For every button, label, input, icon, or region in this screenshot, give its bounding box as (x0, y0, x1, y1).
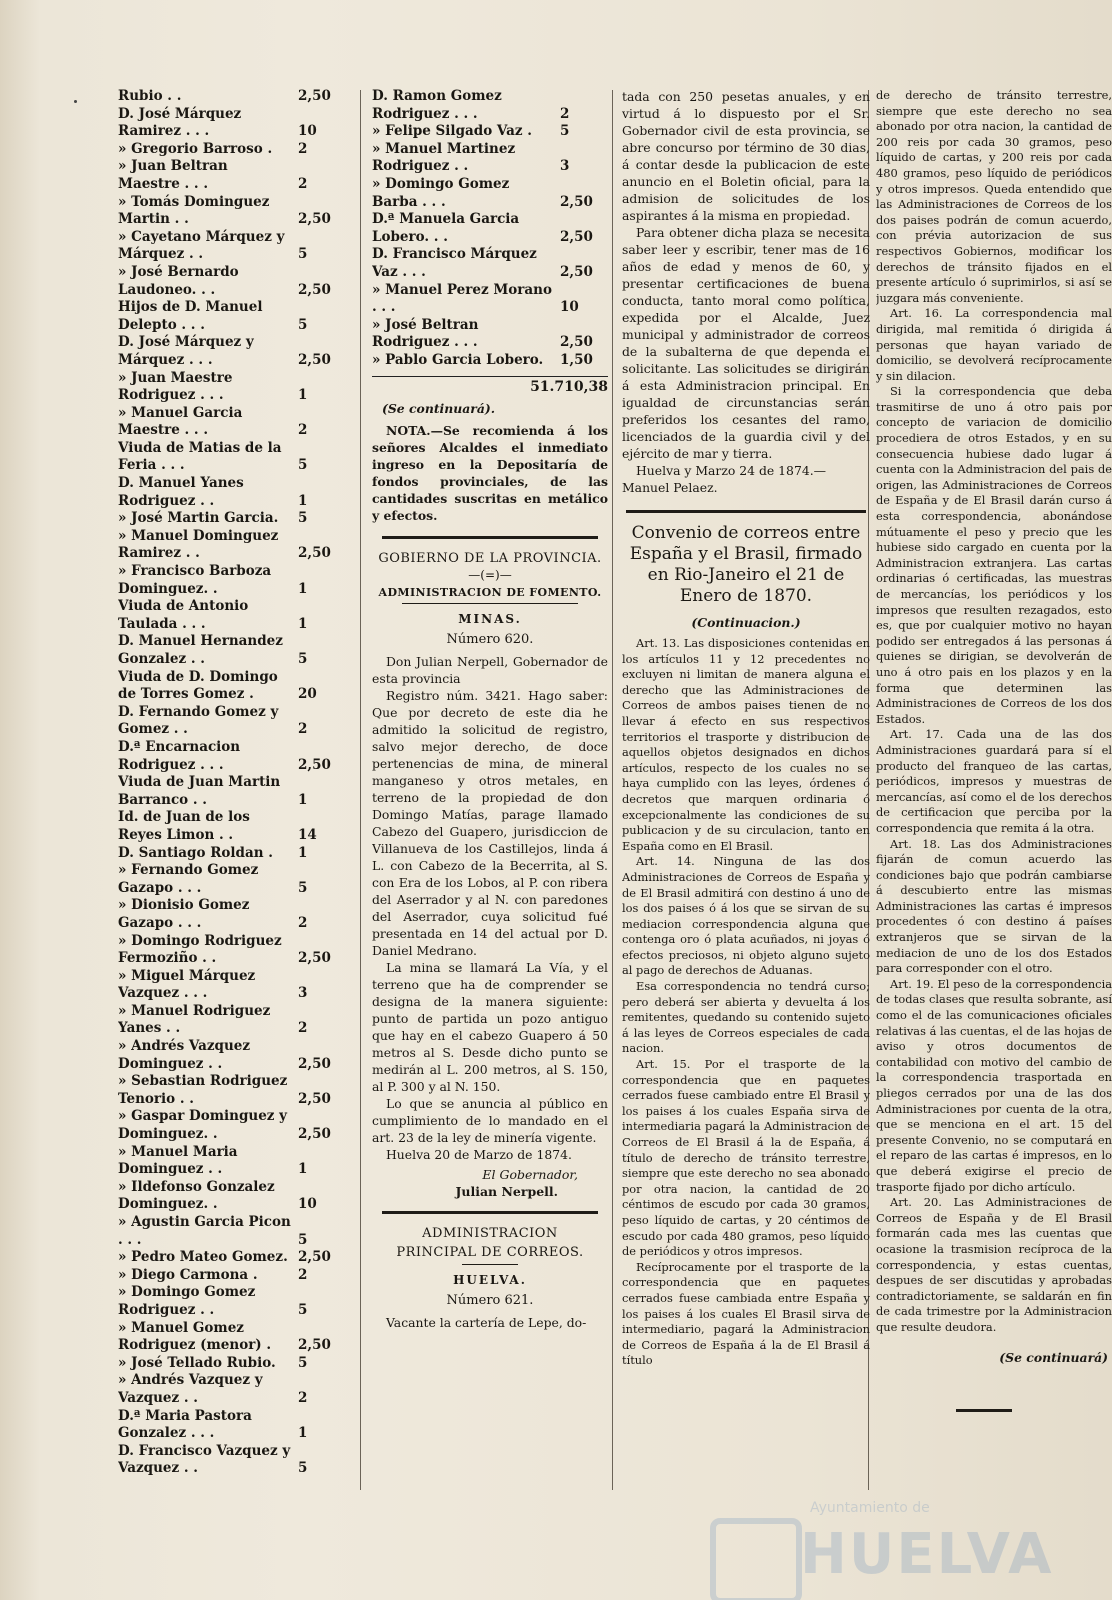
subscriber-name: Viuda de Antonio Taulada . . . (118, 598, 249, 632)
subscription-amount: 5 (298, 316, 308, 333)
subscriber-name: » Sebastian Rodriguez Tenorio . . (118, 1073, 288, 1107)
art-16: Art. 16. La correspondencia mal dirigida, mal remitida ó dirigida á personas que hayan variado de domicilio, se devolverá recíprocamente y sin dilacion. (876, 306, 1112, 383)
el-gobernador: El Gobernador, (482, 1166, 578, 1182)
subscription-amount: 20 (298, 686, 317, 703)
subscription-amount: 2 (298, 175, 308, 192)
subscriber-name: » Fernando Gomez Gazapo . . . (118, 862, 259, 896)
subscriber-row (118, 158, 346, 193)
subscriber-row (118, 1372, 346, 1407)
subscriber-name: » José Bernardo Laudoneo. . . (118, 263, 239, 298)
subscription-amount: 1 (298, 492, 308, 509)
subscription-amount: 2,50 (298, 756, 331, 773)
subscription-amount: 2,50 (298, 281, 331, 298)
don-julian-paragraph: Don Julian Nerpell, Gobernador de esta provincia (372, 653, 608, 686)
subscriber-row (118, 1249, 346, 1267)
subscriber-row (118, 933, 346, 968)
subscriber-name: » Manuel Rodriguez Yanes . . (118, 1002, 271, 1037)
subscription-amount: 1 (298, 387, 308, 404)
huelva-heading: HUELVA. (453, 1272, 527, 1287)
esa-paragraph: Esa correspondencia no tendrá curso; pero deberá ser abierta y devuelta á los remitentes, quedando su contenido sujeto á las leyes de Correos especiales de cada nacion. (622, 979, 870, 1056)
subscription-amount: 2,50 (560, 193, 593, 210)
subscriber-name: » Diego Carmona . (118, 1266, 258, 1283)
column-rule-1 (360, 90, 361, 1490)
subscriber-name: » Juan Maestre Rodriguez . . . (118, 369, 233, 404)
subscriber-row (372, 317, 608, 352)
subscription-amount: 5 (298, 457, 308, 474)
subscriber-name: » José Tellado Rubio. (118, 1354, 276, 1371)
subscription-amount: 2 (298, 1389, 308, 1406)
subscription-amount: 2,50 (298, 1249, 331, 1266)
subscriber-row (118, 669, 346, 704)
subscriber-row (118, 1179, 346, 1214)
subscriber-name: D. Santiago Roldan . (118, 844, 273, 861)
subscription-amount: 2,50 (560, 228, 593, 245)
subscriber-row (118, 528, 346, 563)
watermark-caption: Ayuntamiento de (810, 1500, 930, 1516)
subscriber-name: D. José Márquez y Márquez . . . (118, 334, 254, 368)
subscriber-row (118, 1214, 346, 1249)
subscription-amount: 10 (298, 123, 317, 140)
subscription-amount: 2,50 (298, 211, 331, 228)
subscriber-name: » Dionisio Gomez Gazapo . . . (118, 897, 250, 931)
subscriber-row (118, 334, 346, 369)
heading-ornament: —(=)— (468, 567, 512, 582)
convenio-title: Convenio de correos entre España y el Brasil, firmado en Rio-Janeiro el 21 de Enero de 1870. (629, 523, 863, 606)
subscriber-name: Rubio . . (118, 88, 182, 104)
reciproca-paragraph: Recíprocamente por el trasporte de la correspondencia que en paquetes cerrados fuese cambiada entre España y los paises á los cuales El Brasil sirva de intermediario, pagará la Administracion de Correos de España á la de El Brasil á título (622, 1259, 870, 1368)
subscriber-row (118, 845, 346, 863)
subscriber-row (372, 282, 608, 317)
subscriber-row (118, 1003, 346, 1038)
subscriber-name: D.ª Encarnacion Rodriguez . . . (118, 738, 241, 773)
subscriber-name: » Andrés Vazquez y Vazquez . . (118, 1372, 263, 1406)
art-20: Art. 20. Las Administraciones de Correos de España y de El Brasil formarán cada mes las cuentas que ocasione la trasmision recíproca de la correspondencia, y estas cuentas, despues de ser discutidas y aprobadas contradictoriamente, se saldarán en fin de cada trimestre por la Administracion que resulte deudora. (876, 1195, 1112, 1334)
subscription-amount: 5 (298, 1354, 308, 1371)
subscription-amount: 2,50 (298, 545, 331, 562)
subscription-amount: 2,50 (298, 1090, 331, 1107)
subscriber-name: Id. de Juan de los Reyes Limon . . (118, 809, 250, 843)
subscriber-row (372, 176, 608, 211)
subscriber-row (118, 704, 346, 739)
subscriber-name: D. Manuel Yanes Rodriguez . . (118, 475, 244, 509)
numero-621: Número 621. (446, 1292, 534, 1308)
subscriber-name: D. Francisco Márquez Vaz . . . (372, 246, 537, 280)
column-2 (372, 88, 608, 1331)
subscriber-row (372, 141, 608, 176)
subscriber-name: » Manuel Garcia Maestre . . . (118, 404, 243, 439)
subscription-amount: 3 (298, 985, 308, 1002)
subscriber-row (118, 88, 346, 106)
subscriber-row (118, 739, 346, 774)
lo-que-paragraph: Lo que se anuncia al público en cumplimiento de lo mandado en el art. 23 de la ley de minería vigente. (372, 1095, 608, 1145)
subscriber-row (118, 968, 346, 1003)
admin-correos-heading-1: ADMINISTRACION (422, 1225, 558, 1241)
subscriber-row (118, 563, 346, 598)
subscriber-row (118, 1073, 346, 1108)
subscriber-row (118, 299, 346, 334)
column-3 (622, 88, 870, 1369)
column-rule-2 (612, 90, 613, 1490)
subscriber-row (118, 1038, 346, 1073)
subscriber-row (372, 352, 608, 370)
section-divider-3 (626, 510, 866, 513)
subscriber-name: » Agustin Garcia Picon . . . (118, 1214, 291, 1248)
subscription-amount: 2,50 (298, 950, 331, 967)
subscriber-row (118, 106, 346, 141)
subscriber-row (118, 370, 346, 405)
subscription-amount: 2 (298, 1020, 308, 1037)
subscriber-name: Viuda de D. Domingo de Torres Gomez . (118, 668, 278, 703)
subscription-amount: 1,50 (560, 351, 593, 368)
subscriber-row (118, 264, 346, 299)
subscription-amount: 1 (298, 844, 308, 861)
subscriber-name: » Domingo Rodriguez Fermoziño . . (118, 932, 282, 967)
subscription-amount: 2,50 (298, 1337, 331, 1354)
subscriber-name: » Cayetano Márquez y Márquez . . (118, 228, 285, 263)
subscription-amount: 5 (298, 246, 308, 263)
subscription-amount: 2,50 (298, 351, 331, 368)
subscription-amount: 5 (560, 123, 570, 140)
subscription-amount: 2,50 (560, 334, 593, 351)
subscriber-name: D. Fernando Gomez y Gomez . . (118, 703, 279, 738)
subscription-amount: 2 (298, 721, 308, 738)
subscriber-row (118, 1144, 346, 1179)
subscriber-name: D. José Márquez Ramirez . . . (118, 105, 242, 140)
subscriber-name: » Gregorio Barroso . (118, 140, 273, 157)
firma-gobernador: Julian Nerpell. (455, 1183, 558, 1199)
subscription-amount: 1 (298, 791, 308, 808)
subscriber-row (118, 229, 346, 264)
subscriber-name: » Domingo Gomez Barba . . . (372, 175, 510, 210)
subscription-amount: 5 (298, 1231, 308, 1248)
subscriber-name: » Andrés Vazquez Dominguez . . (118, 1038, 251, 1072)
subscriber-name: D.ª Maria Pastora Gonzalez . . . (118, 1407, 252, 1442)
subscriber-name: D.ª Manuela Garcia Lobero. . . (372, 211, 520, 245)
art-13: Art. 13. Las disposiciones contenidas en los artículos 11 y 12 precedentes no excluyen ni limitan de manera alguna el derecho que las Administraciones de Correos de ambos paises tienen de no llevar á efecto en sus respectivos territorios el trasporte y distribucion de aquellos objetos designados en dichos artículos, respecto de los cuales no se haya cumplido con las leyes, órdenes ó decretos que marquen ordinaria ó excepcionalmente las condiciones de su publicacion y de su circulacion, tanto en España como en El Brasil. (622, 636, 870, 853)
subscriber-row (118, 897, 346, 932)
subscriber-name: » Pedro Mateo Gomez. (118, 1249, 288, 1266)
subscription-amount: 2,50 (298, 88, 331, 104)
subscriber-name: » Pablo Garcia Lobero. (372, 351, 544, 368)
subscription-amount: 5 (298, 1460, 308, 1477)
subscriber-name: » Ildefonso Gonzalez Dominguez. . (118, 1178, 275, 1213)
gobierno-heading: GOBIERNO DE LA PROVINCIA. (378, 550, 602, 566)
si-paragraph: Si la correspondencia que deba trasmitirse de uno á otro pais por concepto de variacion de domicilio procediera de otros Estados, y en su consecuencia hubiese dado lugar á cuenta con la Administracion del pais de origen, las Administraciones de Correos de España y de El Brasil darán curso á esta correspondencia, abonándose mútuamente el peso y precio que les hubiese sido cargado en cuenta por la Administracion extranjera. Las cartas ordinarias ó certificadas, las muestras de mercancías, los periódicos y los impresos que resulten rezagados, esto es, que por cualquier motivo no hayan podido ser entregados á las personas á quienes se dirigian, se devolverán de uno á otro pais en los plazos y en la forma que determinen las Administraciones de Correos de los dos Estados. (876, 384, 1112, 726)
subscriber-name: Viuda de Matias de la Feria . . . (118, 439, 282, 474)
firma-pelaez: Manuel Pelaez. (622, 480, 718, 495)
subscriber-row (118, 475, 346, 510)
subscription-amount: 5 (298, 510, 308, 527)
fecha-huelva-20: Huelva 20 de Marzo de 1874. (386, 1146, 572, 1162)
tránsito-paragraph: de derecho de tránsito terrestre, siempre que este derecho no sea abonado por otra nacion, la cantidad de 200 reis por cada 30 gramos, peso líquido de cartas, y 200 reis por cada 480 gramos, peso líquido de periódicos y otros impresos. Queda entendido que las Administraciones de Correos de los dos paises podrán de comun acuerdo, con prévia autorizacion de sus respectivos Gobiernos, modificar los derechos de tránsito fijados en el presente artículo ó suprimirlos, si así se juzgara más conveniente. (876, 88, 1112, 305)
end-rule (956, 1409, 1012, 1412)
thin-divider-2 (462, 1264, 518, 1265)
art-18: Art. 18. Las dos Administraciones fijarán de comun acuerdo las condiciones bajo que podrán cambiarse á descubierto entre las mismas Administraciones las cartas é impresos procedentes ó con destino á países extranjeros que se sirvan de la mediacion de uno de los dos Estados para corresponder con el otro. (876, 836, 1112, 976)
subscriber-row (118, 862, 346, 897)
subscription-amount: 14 (298, 826, 317, 843)
subscriber-row (372, 88, 608, 123)
subscription-amount: 2 (560, 105, 570, 122)
archive-watermark (700, 1500, 1054, 1600)
nota-paragraph: NOTA.—Se recomienda á los señores Alcaldes el inmediato ingreso en la Depositaría de fondos provinciales, de las cantidades suscritas en metálico y efectos. (372, 422, 608, 523)
city-logo-icon (710, 1518, 802, 1600)
art-14: Art. 14. Ninguna de las dos Administraciones de Correos de España y de El Brasil admitirá con destino á uno de los dos paises ó á los que se sirvan de su mediacion correspondencia alguna que contenga oro ó plata acuñados, ni joyas ó efectos preciosos, ni objeto alguno sujeto al pago de derechos de Aduanas. (622, 854, 870, 978)
subscriber-name: » Francisco Barboza Dominguez. . (118, 563, 272, 597)
minas-heading: MINAS. (458, 611, 522, 626)
subscription-amount: 2,50 (298, 1055, 331, 1072)
subscriber-name: » José Beltran Rodriguez . . . (372, 316, 479, 351)
ink-speck (74, 100, 77, 103)
subscriber-row (372, 246, 608, 281)
mina-paragraph: La mina se llamará La Vía, y el terreno que ha de comprender se designa de la manera siguiente: punto de partida un pozo antiguo que hay en el cabezo Guapero á 50 metros al S. Desde dicho punto se medirán al L. 200 metros, al S. 150, al P. 300 y al N. 150. (372, 959, 608, 1094)
subscription-amount: 1 (298, 580, 308, 597)
subscriber-name: » José Martin Garcia. (118, 510, 279, 527)
subscription-amount: 1 (298, 1425, 308, 1442)
subscriber-row (118, 1320, 346, 1355)
subscriber-name: » Juan Beltran Maestre . . . (118, 158, 228, 192)
subscriber-name: D. Ramon Gomez Rodriguez . . . (372, 88, 502, 122)
continued-note-2: (Se continuará) (999, 1349, 1108, 1365)
subscriber-row (118, 1284, 346, 1319)
thin-divider (402, 603, 578, 604)
subscriber-name: » Felipe Silgado Vaz . (372, 123, 532, 140)
subscriber-name: » Gaspar Dominguez y Dominguez. . (118, 1108, 288, 1143)
subscriber-row (372, 123, 608, 141)
subscription-total: 51.710,38 (372, 376, 608, 395)
subscriber-name: » Manuel Martinez Rodriguez . . (372, 140, 516, 175)
subscription-amount: 2,50 (298, 1126, 331, 1143)
subscriber-name: » Miguel Márquez Vazquez . . . (118, 967, 256, 1002)
admin-correos-heading-2: PRINCIPAL DE CORREOS. (396, 1244, 584, 1260)
subscriber-row (118, 598, 346, 633)
subscription-amount: 1 (298, 1161, 308, 1178)
dotada-paragraph: tada con 250 pesetas anuales, y en virtud á lo dispuesto por el Sr. Gobernador civil de esta provincia, se abre concurso por término de 30 dias, á contar desde la publicacion de este anuncio en el Boletin oficial, para la admision de solicitudes de los aspirantes á la misma en propiedad. (622, 89, 870, 223)
subscription-amount: 1 (298, 615, 308, 632)
subscriber-row (118, 1408, 346, 1443)
section-divider (382, 536, 598, 539)
subscriber-row (372, 211, 608, 246)
subscriber-name: Hijos de D. Manuel Delepto . . . (118, 299, 263, 333)
subscriber-name: » Manuel Maria Dominguez . . (118, 1143, 238, 1178)
subscription-amount: 2,50 (560, 263, 593, 280)
subscriber-name: » Manuel Perez Morano . . . (372, 281, 552, 316)
subscription-amount: 10 (298, 1196, 317, 1213)
subscription-amount: 5 (298, 1301, 308, 1318)
column-1-subscription-list (118, 88, 346, 1478)
continued-note: (Se continuará). (382, 400, 496, 416)
watermark-title: HUELVA (800, 1522, 1054, 1587)
subscriber-name: D. Manuel Hernandez Gonzalez . . (118, 633, 283, 667)
subscriber-name: D. Francisco Vazquez y Vazquez . . (118, 1442, 291, 1477)
subscription-amount: 10 (560, 299, 579, 316)
subscriber-row (118, 633, 346, 668)
subscriber-row (118, 1443, 346, 1478)
subscription-amount: 5 (298, 651, 308, 667)
subscriber-name: Viuda de Juan Martin Barranco . . (118, 774, 281, 808)
registro-paragraph: Registro núm. 3421. Hago saber: Que por decreto de este dia he admitido la solicitud de registro, salvo mejor derecho, de doce pertenencias de mina, de mineral manganeso y otros metales, en terreno de la propiedad de don Domingo Matías, parage llamado Cabezo del Guapero, jurisdiccion de Villanueva de los Castillejos, linda á L. con Cabezo de la Becerrita, al S. con Era de los Lobos, al P. con ribera del Aserrador y al N. con paredones del Aserrador, cuya solicitud fué presentada en 14 del actual por D. Daniel Medrano. (372, 687, 608, 958)
subscriber-row (118, 1267, 346, 1285)
art-19: Art. 19. El peso de la correspondencia de todas clases que resulta sobrante, así como el de las comunicaciones oficiales relativas á las cuentas, el de las hojas de aviso y otros documentos de contabilidad con motivo del cambio de la correspondencia trasportada en pliegos cerrados por una de las dos Administraciones por cuenta de la otra, que se menciona en el art. 15 del presente Convenio, no se computará en el reparo de las cartas é impresos, en lo que deberá exigirse el precio de trasporte fijado por dicho artículo. (876, 976, 1112, 1194)
column-4 (876, 88, 1112, 1412)
subscription-amount: 2 (298, 140, 308, 157)
vacante-paragraph: Vacante la cartería de Lepe, do- (386, 1314, 587, 1330)
subscriber-row (118, 510, 346, 528)
subscriber-name: » Manuel Dominguez Ramirez . . (118, 527, 279, 562)
subscriber-row (118, 774, 346, 809)
subscriber-row (118, 440, 346, 475)
art-15: Art. 15. Por el trasporte de la correspondencia que en paquetes cerrados fuese cambiado entre El Brasil y los paises á los cuales España sirva de intermediaria pagará la Administracion de Correos de El Brasil á la de España, á título de derecho de tránsito terrestre, siempre que este derecho no sea abonado por otra nacion, la cantidad de 20 céntimos de escudo por cada 30 gramos, peso líquido de cartas, y 20 céntimos de escudo por cada 480 gramos, peso líquido de periódicos y otros impresos. (622, 1057, 870, 1259)
subscriber-row (118, 141, 346, 159)
para-paragraph: Para obtener dicha plaza se necesita saber leer y escribir, tener mas de 16 años de edad y menos de 60, y presentar certificaciones de buena conducta, tanto moral como política, expedida por el Alcalde, Juez municipal y administrador de correos de la subalterna de que dependa el solicitante. Las solicitudes se dirigirán á esta Administracion principal. En igualdad de circunstancias serán preferidos los cesantes del ramo, licenciados de la guardia civil y del ejército de mar y tierra. (622, 225, 870, 461)
subscription-amount: 2 (298, 1266, 308, 1283)
subscriber-name: » Domingo Gomez Rodriguez . . (118, 1284, 256, 1318)
art-17: Art. 17. Cada una de las dos Administraciones guardará para sí el producto del franqueo de las cartas, periódicos, impresos y muestras de mercancías, así como el de los derechos de certificacion que perciba por la correspondencia que remita á la otra. (876, 727, 1112, 835)
subscriber-row (118, 1108, 346, 1143)
subscription-amount: 2 (298, 914, 308, 931)
continuacion-note: (Continuacion.) (691, 615, 801, 630)
subscription-amount: 3 (560, 158, 570, 175)
subscriber-row (118, 1355, 346, 1373)
subscription-amount: 5 (298, 879, 308, 896)
subscriber-row (118, 809, 346, 844)
column-2-subscription-list (372, 88, 608, 370)
subscriber-row (118, 194, 346, 229)
subscriber-name: » Manuel Gomez Rodriguez (menor) . (118, 1319, 272, 1354)
numero-620: Número 620. (446, 631, 534, 647)
subscription-amount: 2 (298, 422, 308, 439)
section-divider-2 (382, 1211, 598, 1214)
subscriber-name: » Tomás Dominguez Martin . . (118, 193, 270, 228)
fecha-huelva-24: Huelva y Marzo 24 de 1874.— (636, 463, 827, 478)
subscriber-row (118, 405, 346, 440)
admin-fomento-heading: ADMINISTRACION DE FOMENTO. (378, 585, 602, 599)
